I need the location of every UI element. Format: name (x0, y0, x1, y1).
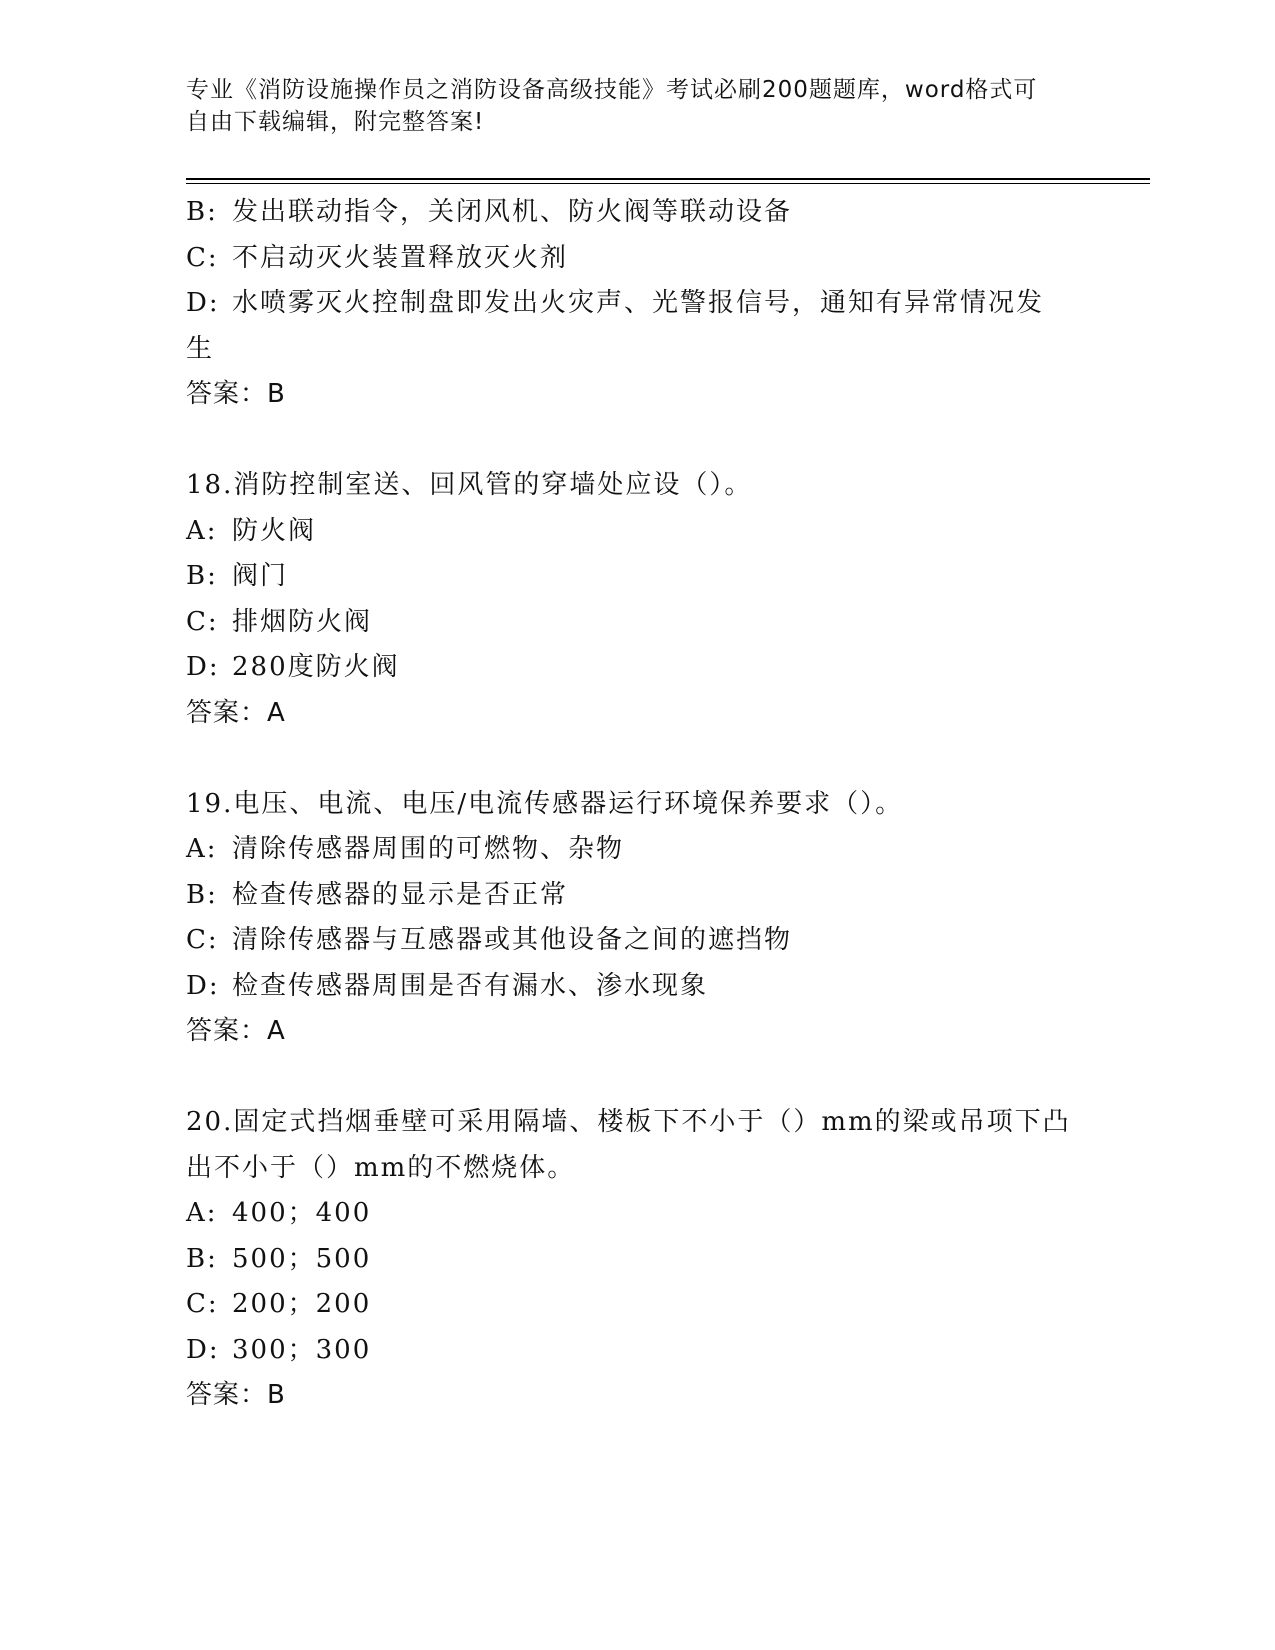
option-d (186, 645, 1086, 691)
question-title-continued: 出不小于（）mm的不燃烧体。 (186, 1152, 576, 1183)
option-letter: C: (186, 242, 219, 273)
option-b (186, 1237, 1086, 1283)
option-letter: A: (186, 1198, 218, 1228)
option-text: 防火阀 (232, 515, 317, 546)
option-c (186, 918, 1086, 964)
option-text: 检查传感器周围是否有漏水、渗水现象 (232, 970, 709, 1001)
option-letter: D: (186, 652, 220, 682)
option-text: 水喷雾灭火控制盘即发出火灾声、光警报信号，通知有异常情况发 (232, 288, 1045, 318)
option-c (186, 236, 1086, 282)
option-text: 400；400 (232, 1198, 372, 1228)
option-text: 200；200 (232, 1289, 372, 1319)
option-b (186, 554, 1086, 600)
option-letter: B: (186, 879, 218, 910)
answer-line: 答案：A (186, 1016, 286, 1046)
question-19 (186, 782, 1086, 1055)
option-text: 清除传感器与互感器或其他设备之间的遮挡物 (232, 925, 793, 955)
option-letter: D: (186, 1334, 220, 1365)
option-letter: C: (186, 925, 219, 955)
option-a (186, 827, 1086, 873)
option-d (186, 1328, 1086, 1374)
option-text: 280度防火阀 (232, 652, 400, 682)
question-list (186, 190, 1086, 1419)
question-17-continued (186, 190, 1086, 418)
question-title: 18.消防控制室送、回风管的穿墙处应设（）。 (186, 470, 753, 500)
option-b (186, 190, 1086, 236)
option-text: 排烟防火阀 (232, 606, 373, 637)
option-letter: B: (186, 197, 218, 227)
option-d (186, 964, 1086, 1010)
answer-line: 答案：A (186, 697, 286, 728)
spacer (186, 736, 1086, 782)
option-text: 清除传感器周围的可燃物、杂物 (232, 834, 625, 864)
option-text: 500；500 (232, 1243, 372, 1274)
option-letter: A: (186, 515, 218, 546)
header-rule-thin (186, 183, 1150, 184)
question-title: 19.电压、电流、电压/电流传感器运行环境保养要求（）。 (186, 788, 904, 819)
option-c (186, 1282, 1086, 1328)
option-text: 不启动灭火装置释放灭火剂 (232, 242, 569, 273)
option-d-continued: 生 (186, 333, 215, 364)
header-line-2: 自由下载编辑，附完整答案! (186, 109, 485, 135)
spacer (186, 1055, 1086, 1101)
option-letter: C: (186, 606, 219, 637)
header-rule-thick (186, 178, 1150, 180)
option-d (186, 281, 1086, 327)
option-letter: B: (186, 1243, 218, 1274)
document-header (186, 74, 1066, 138)
option-text: 阀门 (232, 561, 289, 591)
spacer (186, 418, 1086, 464)
option-text: 检查传感器的显示是否正常 (232, 879, 569, 910)
option-text: 发出联动指令，关闭风机、防火阀等联动设备 (232, 197, 793, 227)
option-letter: D: (186, 288, 220, 318)
header-line-1: 专业《消防设施操作员之消防设备高级技能》考试必刷200题题库，word格式可 (186, 77, 1038, 103)
option-a (186, 1191, 1086, 1237)
question-20 (186, 1100, 1086, 1419)
answer-line: 答案：B (186, 1380, 286, 1410)
option-letter: B: (186, 561, 218, 591)
option-a (186, 509, 1086, 555)
question-18 (186, 463, 1086, 736)
option-letter: A: (186, 834, 218, 864)
option-text: 300；300 (232, 1334, 372, 1365)
option-letter: D: (186, 970, 220, 1001)
answer-line: 答案：B (186, 379, 286, 409)
option-letter: C: (186, 1289, 219, 1319)
option-b (186, 873, 1086, 919)
question-title: 20.固定式挡烟垂壁可采用隔墙、楼板下不小于（）mm的梁或吊项下凸 (186, 1107, 1071, 1137)
option-c (186, 600, 1086, 646)
